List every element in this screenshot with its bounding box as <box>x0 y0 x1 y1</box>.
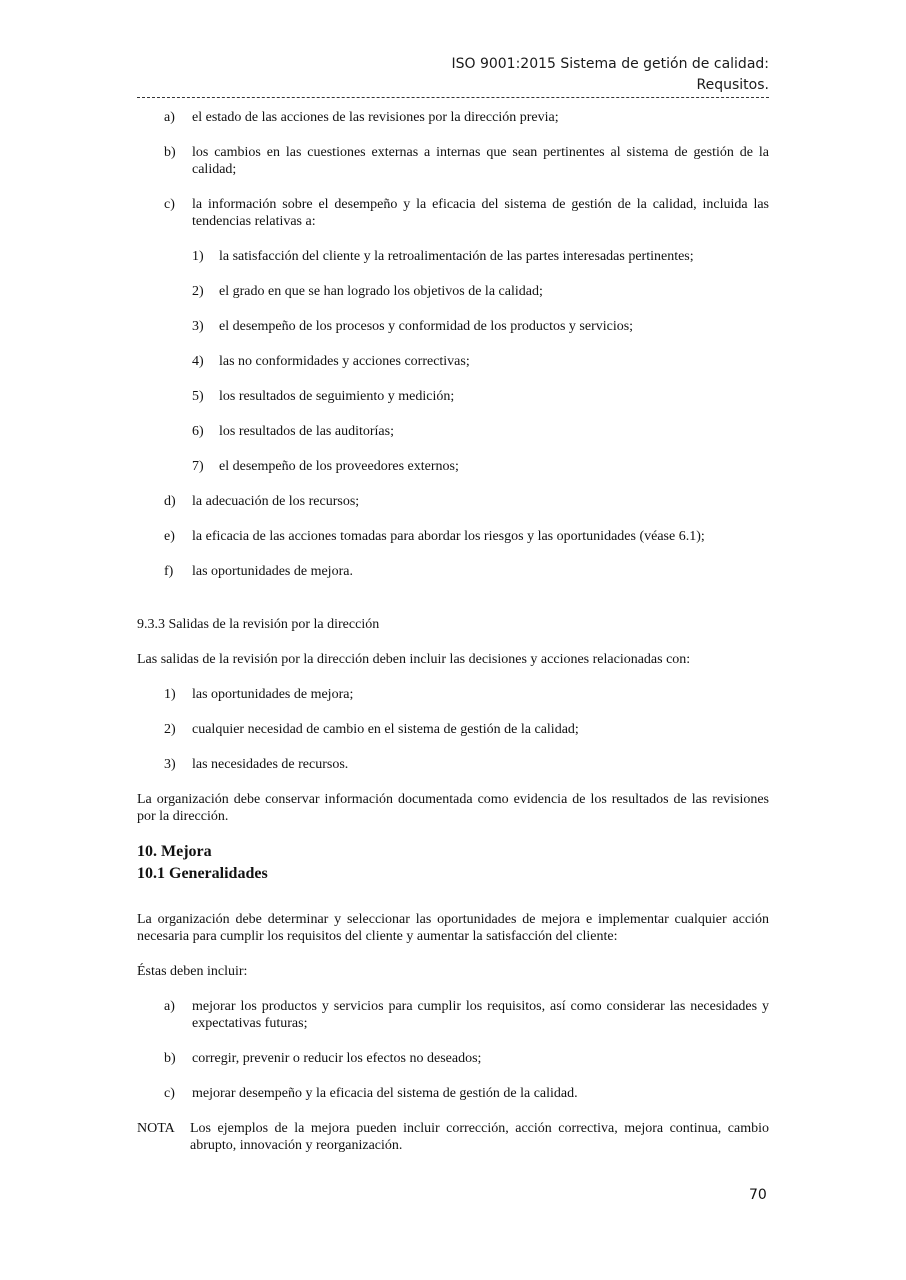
list-text: las oportunidades de mejora; <box>192 687 354 702</box>
list-marker: 3) <box>192 319 204 334</box>
paragraph: Éstas deben incluir: <box>137 964 248 979</box>
note <box>137 1120 769 1154</box>
sub-list-item <box>192 248 769 265</box>
sub-list-item <box>192 318 769 335</box>
list-marker: c) <box>164 1086 175 1101</box>
section-heading: 10.1 Generalidades <box>137 865 268 882</box>
list-marker: 7) <box>192 459 204 474</box>
list-marker: 2) <box>192 284 204 299</box>
list-text: cualquier necesidad de cambio en el sistema de gestión de la calidad; <box>192 722 579 737</box>
list-text: el grado en que se han logrado los objetivos de la calidad; <box>219 284 543 299</box>
list-text: el desempeño de los procesos y conformidad de los productos y servicios; <box>219 319 634 334</box>
list-marker: 6) <box>192 424 204 439</box>
list-marker: d) <box>164 494 176 509</box>
list-item <box>164 144 769 178</box>
header-title: ISO 9001:2015 Sistema de getión de calidad: <box>451 56 769 72</box>
list-marker: e) <box>164 529 175 544</box>
list-text: la satisfacción del cliente y la retroalimentación de las partes interesadas pertinentes; <box>219 249 694 264</box>
list-marker: a) <box>164 110 175 125</box>
list-marker: 3) <box>164 757 176 772</box>
note-text: Los ejemplos de la mejora pueden incluir corrección, acción correctiva, mejora continua, cambio abrupto, innovación y reorganización. <box>190 1121 769 1153</box>
sub-list-item <box>192 388 769 405</box>
list-marker: 1) <box>164 687 176 702</box>
chapter-heading: 10. Mejora <box>137 843 212 860</box>
list-marker: a) <box>164 999 175 1014</box>
sub-list-item <box>192 353 769 370</box>
list-marker: c) <box>164 197 175 212</box>
list-marker: 5) <box>192 389 204 404</box>
list-item <box>164 998 769 1032</box>
list-text: la información sobre el desempeño y la eficacia del sistema de gestión de la calidad, incluida las tendencias relativas a: <box>192 197 769 229</box>
list-text: mejorar desempeño y la eficacia del sistema de gestión de la calidad. <box>192 1086 578 1101</box>
list-marker: 2) <box>164 722 176 737</box>
list-text: el desempeño de los proveedores externos; <box>219 459 459 474</box>
list-item <box>164 686 769 703</box>
sub-list-item <box>192 423 769 440</box>
list-text: los resultados de las auditorías; <box>219 424 394 439</box>
page-number: 70 <box>749 1187 767 1203</box>
paragraph: La organización debe determinar y seleccionar las oportunidades de mejora e implementar cualquier acción necesaria para cumplir los requisitos del cliente y aumentar la satisfacción del cliente: <box>137 912 769 944</box>
list-item <box>164 756 769 773</box>
list-text: la eficacia de las acciones tomadas para abordar los riesgos y las oportunidades (véase 6.1); <box>192 529 705 544</box>
list-text: el estado de las acciones de las revisiones por la dirección previa; <box>192 110 559 125</box>
list-marker: b) <box>164 145 176 160</box>
list-item <box>164 196 769 230</box>
section-heading: 9.3.3 Salidas de la revisión por la dirección <box>137 617 380 632</box>
list-item <box>164 563 769 580</box>
list-item <box>164 528 769 545</box>
list-marker: 4) <box>192 354 204 369</box>
list-text: las oportunidades de mejora. <box>192 564 353 579</box>
list-item <box>164 1085 769 1102</box>
list-item <box>164 109 769 126</box>
sub-list-item <box>192 283 769 300</box>
header-divider <box>137 97 769 98</box>
list-text: las necesidades de recursos. <box>192 757 349 772</box>
header-subtitle: Requsitos. <box>696 77 769 93</box>
document-page <box>137 54 769 1154</box>
list-text: los cambios en las cuestiones externas a internas que sean pertinentes al sistema de gestión de la calidad; <box>192 145 769 177</box>
list-text: corregir, prevenir o reducir los efectos no deseados; <box>192 1051 482 1066</box>
list-marker: 1) <box>192 249 204 264</box>
sub-list-item <box>192 458 769 475</box>
running-header <box>137 54 769 96</box>
paragraph: Las salidas de la revisión por la dirección deben incluir las decisiones y acciones relacionadas con: <box>137 652 691 667</box>
document-body <box>137 109 769 1154</box>
list-item <box>164 721 769 738</box>
list-item <box>164 493 769 510</box>
list-text: los resultados de seguimiento y medición; <box>219 389 455 404</box>
list-text: mejorar los productos y servicios para cumplir los requisitos, así como considerar las necesidades y expectativas futuras; <box>192 999 769 1031</box>
list-marker: b) <box>164 1051 176 1066</box>
list-marker: f) <box>164 564 174 579</box>
list-text: las no conformidades y acciones correctivas; <box>219 354 470 369</box>
note-label: NOTA <box>137 1121 175 1136</box>
list-text: la adecuación de los recursos; <box>192 494 360 509</box>
list-item <box>164 1050 769 1067</box>
paragraph: La organización debe conservar información documentada como evidencia de los resultados de las revisiones por la dirección. <box>137 792 769 824</box>
